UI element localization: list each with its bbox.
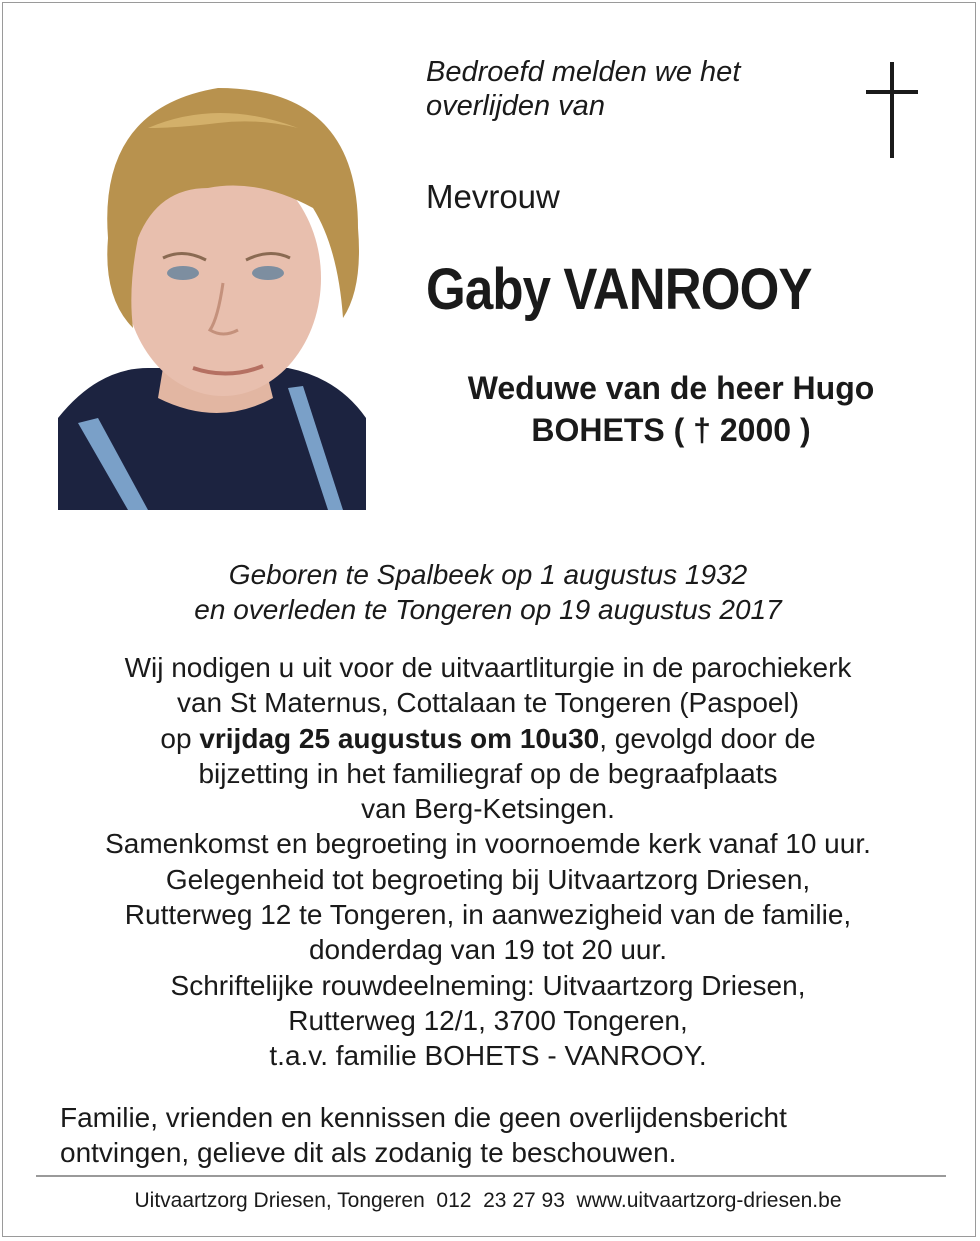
details-text: , gevolgd door de	[599, 722, 816, 754]
deceased-name: Gaby VANROOY	[426, 257, 812, 322]
closing-line-1: Familie, vrienden en kennissen die geen overlijdensbericht	[60, 1102, 787, 1133]
footer	[0, 1186, 976, 1216]
closing-line-2: ontvingen, gelieve dit als zodanig te beschouwen.	[60, 1137, 677, 1168]
footer-company: Uitvaartzorg Driesen, Tongeren	[134, 1189, 425, 1212]
details-line: Wij nodigen u uit voor de uitvaartliturgie in de parochiekerk	[124, 652, 852, 683]
life-dates	[0, 557, 976, 627]
intro-text	[426, 55, 826, 123]
details-line: bijzetting in het familiegraf op de begraafplaats	[198, 757, 778, 789]
widow-statement	[406, 367, 936, 451]
honorific: Mevrouw	[426, 178, 560, 215]
footer-phone: 012 23 27 93	[436, 1189, 565, 1212]
ceremony-datetime: vrijdag 25 augustus om 10u30	[199, 722, 600, 754]
footer-website[interactable]: www.uitvaartzorg-driesen.be	[576, 1189, 842, 1212]
widow-line-2: BOHETS ( † 2000 )	[531, 412, 811, 448]
details-line	[0, 721, 976, 756]
born-line: Geboren te Spalbeek op 1 augustus 1932	[228, 559, 748, 590]
details-line: Schriftelijke rouwdeelneming: Uitvaartzorg Driesen,	[170, 969, 806, 1001]
details-line: Samenkomst en begroeting in voornoemde kerk vanaf 10 uur.	[105, 828, 871, 860]
closing-note	[60, 1100, 940, 1170]
intro-line-1: Bedroefd melden we het	[426, 56, 741, 88]
details-line: van Berg-Ketsingen.	[361, 793, 615, 825]
details-text: op	[160, 722, 200, 754]
portrait-photo	[58, 68, 366, 510]
widow-line-1: Weduwe van de heer Hugo	[467, 370, 875, 406]
details-line: donderdag van 19 tot 20 uur.	[308, 934, 668, 966]
details-line: t.a.v. familie BOHETS - VANROOY.	[269, 1040, 707, 1072]
intro-line-2: overlijden van	[426, 90, 605, 122]
details-line: Gelegenheid tot begroeting bij Uitvaartzorg Driesen,	[165, 863, 811, 895]
details-line: van St Maternus, Cottalaan te Tongeren (Paspoel)	[176, 687, 800, 719]
died-line: en overleden te Tongeren op 19 augustus 2017	[194, 594, 782, 625]
cross-icon	[862, 60, 922, 160]
funeral-details	[0, 650, 976, 1074]
details-line: Rutterweg 12 te Tongeren, in aanwezigheid van de familie,	[124, 899, 852, 931]
footer-divider	[36, 1175, 946, 1177]
details-line: Rutterweg 12/1, 3700 Tongeren,	[288, 1004, 688, 1036]
